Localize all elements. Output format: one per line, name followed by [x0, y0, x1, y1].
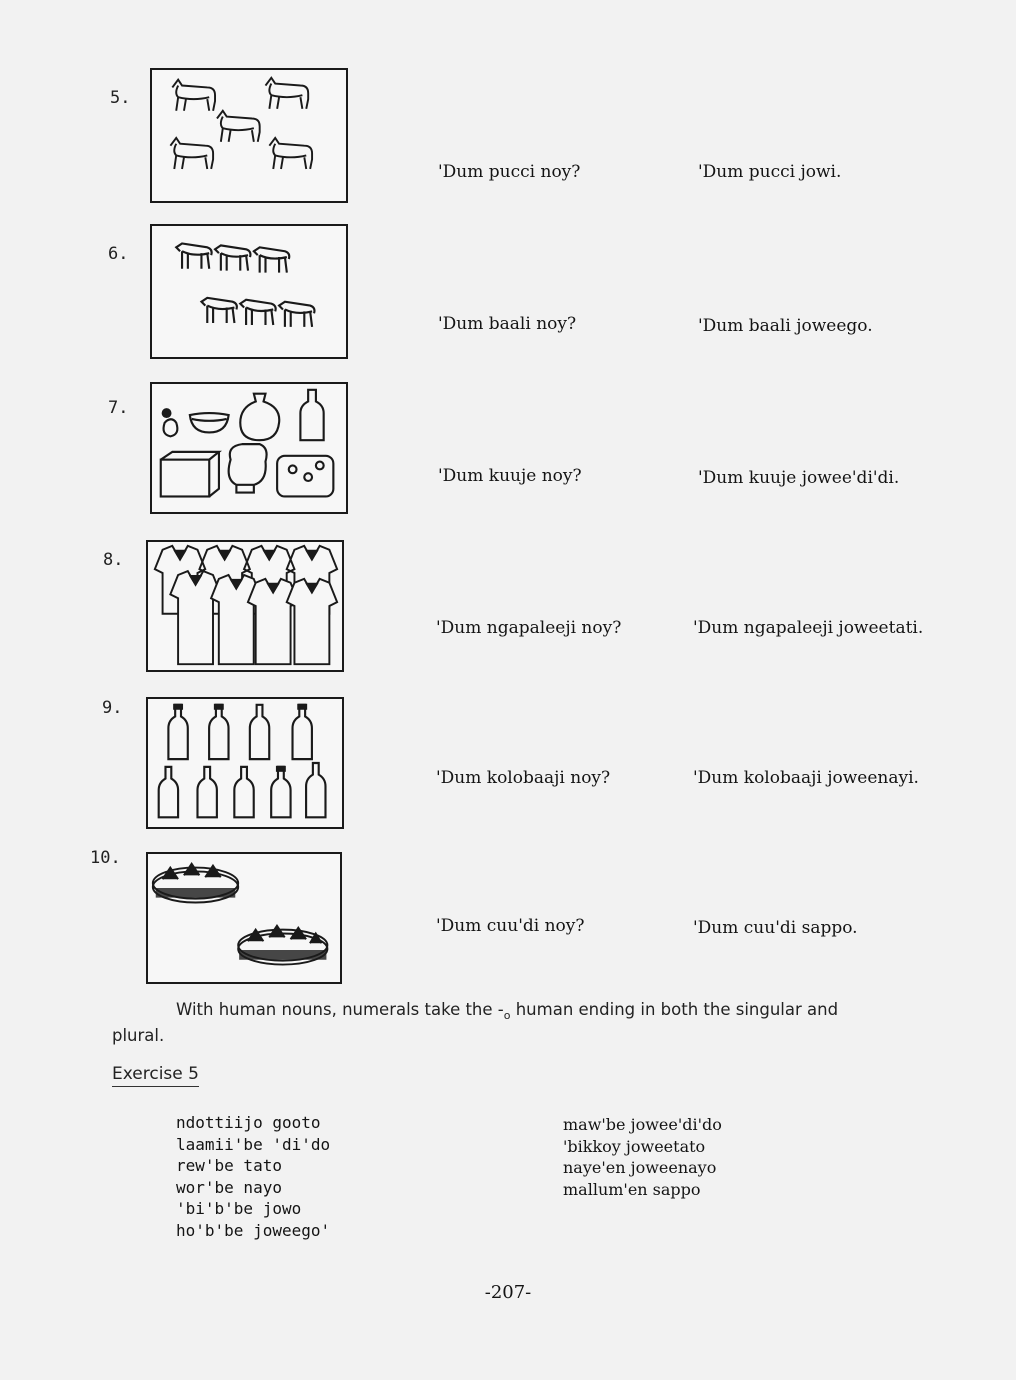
page-number: -207-	[484, 1282, 532, 1303]
answer-text: 'Dum pucci jowi.	[698, 162, 842, 182]
five-horses-icon	[150, 68, 348, 203]
exercise-left-column	[176, 1112, 330, 1241]
six-sheep-icon	[150, 224, 348, 359]
question-text: 'Dum cuu'di noy?	[436, 916, 585, 936]
question-text: 'Dum baali noy?	[438, 314, 577, 334]
note-text: human ending in both the singular and	[510, 1000, 839, 1019]
exercise-item: ho'b'be joweego'	[176, 1220, 331, 1240]
answer-text: 'Dum kuuje jowee'di'di.	[698, 468, 900, 488]
item-number: 9.	[102, 698, 123, 718]
question-text: 'Dum kuuje noy?	[438, 466, 582, 486]
answer-text: 'Dum cuu'di sappo.	[693, 918, 858, 938]
seven-objects-icon	[150, 382, 348, 514]
ten-huts-icon	[146, 852, 342, 984]
exercise-item: laamii'be 'di'do	[176, 1134, 331, 1154]
question-text: 'Dum kolobaaji noy?	[436, 768, 611, 788]
question-text: 'Dum pucci noy?	[438, 162, 581, 182]
question-text: 'Dum ngapaleeji noy?	[436, 618, 622, 638]
item-number: 7.	[108, 398, 129, 418]
exercise-item: maw'be jowee'di'do	[563, 1115, 722, 1134]
answer-text: 'Dum ngapaleeji joweetati.	[693, 618, 924, 638]
nine-bottles-icon	[146, 697, 344, 829]
exercise-item: 'bikkoy joweetato	[563, 1136, 706, 1156]
note-line-2: plural.	[112, 1026, 165, 1045]
exercise-item: rew'be tato	[176, 1156, 282, 1175]
exercise-item: mallum'en sappo	[563, 1179, 701, 1199]
note-subscript: o	[503, 1009, 511, 1022]
exercise-item: wor'be nayo	[176, 1177, 282, 1197]
answer-text: 'Dum kolobaaji joweenayi.	[693, 768, 919, 788]
exercise-item: ndottiijo gooto	[176, 1113, 321, 1132]
note-text: With human nouns, numerals take the -	[176, 1000, 504, 1019]
item-number: 6.	[108, 244, 129, 264]
exercise-item: 'bi'b'be jowo	[176, 1199, 302, 1218]
item-number: 10.	[90, 848, 121, 868]
exercise-title: Exercise 5	[112, 1064, 199, 1087]
note-line-1	[112, 998, 912, 1024]
item-number: 5.	[110, 88, 131, 108]
exercise-right-column	[563, 1114, 722, 1200]
item-number: 8.	[103, 550, 124, 570]
answer-text: 'Dum baali joweego.	[698, 316, 873, 336]
exercise-item: naye'en joweenayo	[563, 1158, 717, 1177]
eight-shirts-icon	[146, 540, 344, 672]
grammar-note	[112, 998, 912, 1048]
